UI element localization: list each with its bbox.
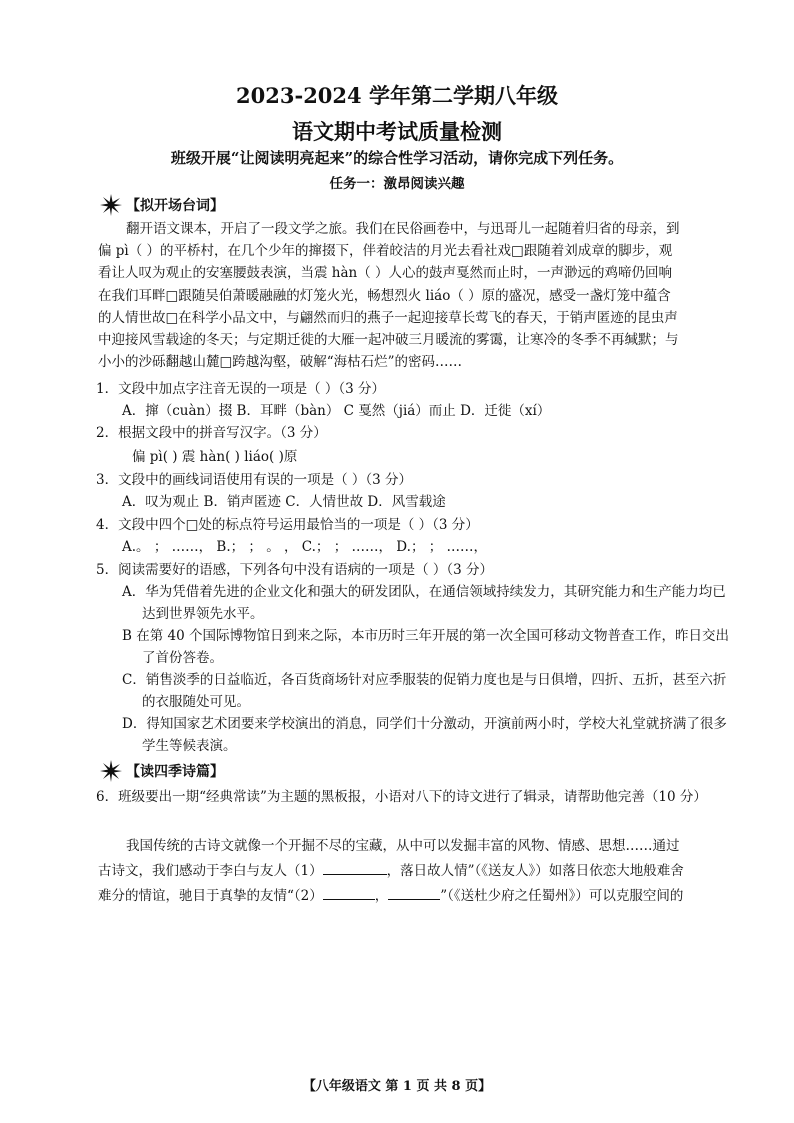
- question-5-stem: 5．阅读需要好的语感，下列各句中没有语病的一项是（ ）（3 分）: [96, 562, 494, 578]
- section2-heading-text: 【读四季诗篇】: [126, 764, 224, 780]
- question-5-option-d: D．得知国家艺术团要来学校演出的消息，同学们十分激动，开演前两小时，学校大礼堂就挤满了很多学生等候表演。: [122, 716, 727, 754]
- section1-heading-text: 【拟开场台词】: [126, 198, 224, 214]
- question-3-options: A．叹为观止 B．销声匿迹 C．人情世故 D．风雪载途: [122, 494, 446, 510]
- task-one-heading: 任务一：激昂阅读兴趣: [329, 176, 465, 192]
- passage-line: 翻开语文课本，开启了一段文学之旅。我们在民俗画卷中，与迅哥儿一起随着归省的母亲，到: [126, 221, 680, 237]
- passage-text: 难分的情谊，驰目于真挚的友情“（2）: [98, 888, 323, 904]
- question-4-options: A.。 ； ……， B.； ； 。 ， C.； ； ……， D.； ； ……，: [122, 539, 488, 555]
- passage-line: 看让人叹为观止的安塞腰鼓表演，当震 hàn（ ）人心的鼓声戛然而止时，一声渺远的鸡啼仍回响: [98, 265, 673, 282]
- passage-line: 小小的沙砾翻越山麓□跨越沟壑，破解“海枯石烂”的密码……: [98, 354, 463, 371]
- passage-line: 我国传统的古诗文就像一个开掘不尽的宝藏，从中可以发掘丰富的风物、情感、思想……通过: [126, 838, 680, 854]
- passage-line: [98, 859, 728, 884]
- page-footer: 【八年级语文 第 1 页 共 8 页】: [302, 1079, 492, 1094]
- section-heading-opening-lines: [100, 194, 224, 216]
- answer-blank[interactable]: [323, 885, 375, 900]
- passage-text: ，: [374, 888, 389, 904]
- question-5-option-c: C．销售淡季的日益临近，各百货商场针对应季服装的促销力度也是与日俱增，四折、五折，甚至六折的衣服随处可见。: [122, 672, 727, 710]
- question-5-option-b: B 在第 40 个国际博物馆日到来之际，本市历时三年开展的第一次全国可移动文物普查工作，昨日交出了首份答卷。: [122, 628, 729, 666]
- question-1-options: A．撺（cuàn）掇 B．耳畔（bàn） C 戛然（jiá）而止 D．迁徙（xí）: [122, 403, 551, 419]
- question-1-stem: 1．文段中加点字注音无误的一项是（ ）（3 分）: [96, 381, 386, 397]
- star-burst-icon: [100, 194, 122, 216]
- passage-line: [98, 884, 728, 909]
- exam-title-line2: 语文期中考试质量检测: [292, 119, 502, 144]
- passage-line: 偏 pì（ ）的平桥村，在几个少年的撺掇下，伴着皎洁的月光去看社戏□跟随着刘成章的脚步，观: [98, 243, 673, 260]
- passage-line: 的人情世故□在科学小品文中，与翩然而归的燕子一起迎接草长莺飞的春天，于销声匿迹的昆虫声: [98, 309, 678, 326]
- question-6-passage: [98, 834, 728, 909]
- passage-text: ，落日故人情”（《送友人》）如落日依恋大地般难舍: [386, 863, 684, 879]
- exam-title-line1: 2023-2024 学年第二学期八年级: [236, 83, 558, 108]
- passage-text: ”（《送杜少府之任蜀州》）可以克服空间的: [440, 888, 684, 904]
- passage-line: 中迎接风雪载途的冬天；与定期迁徙的大雁一起冲破三月暖流的雾霭，让寒冷的冬季不再缄默；与: [98, 332, 679, 349]
- section-heading-four-seasons-poems: [100, 760, 224, 782]
- question-3-stem: 3．文段中的画线词语使用有误的一项是（ ）（3 分）: [96, 472, 413, 488]
- star-burst-icon: [100, 760, 122, 782]
- opening-lines-passage: [98, 218, 726, 373]
- question-2-blanks: 偏 pì( ) 震 hàn( ) liáo( )原: [132, 449, 298, 465]
- answer-blank[interactable]: [388, 885, 440, 900]
- answer-blank[interactable]: [323, 860, 387, 875]
- question-6-stem: 6．班级要出一期“经典常读”为主题的黑板报，小语对八下的诗文进行了辑录，请帮助他完善（10 分）: [96, 789, 707, 805]
- question-2-stem: 2．根据文段中的拼音写汉字。（3 分）: [96, 425, 327, 441]
- passage-text: 古诗文，我们感动于李白与友人（1）: [98, 863, 323, 879]
- question-5-option-a: A．华为凭借着先进的企业文化和强大的研发团队，在通信领域持续发力，其研究能力和生产能力均已达到世界领先水平。: [122, 584, 726, 622]
- question-4-stem: 4．文段中四个□处的标点符号运用最恰当的一项是（ ）（3 分）: [96, 517, 479, 533]
- passage-line: 在我们耳畔□跟随吴伯萧暖融融的灯笼火光，畅想烈火 liáo（ ）原的盛况，感受一盏灯笼中蕴含: [98, 287, 671, 304]
- activity-intro: 班级开展“让阅读明亮起来”的综合性学习活动，请你完成下列任务。: [170, 149, 624, 167]
